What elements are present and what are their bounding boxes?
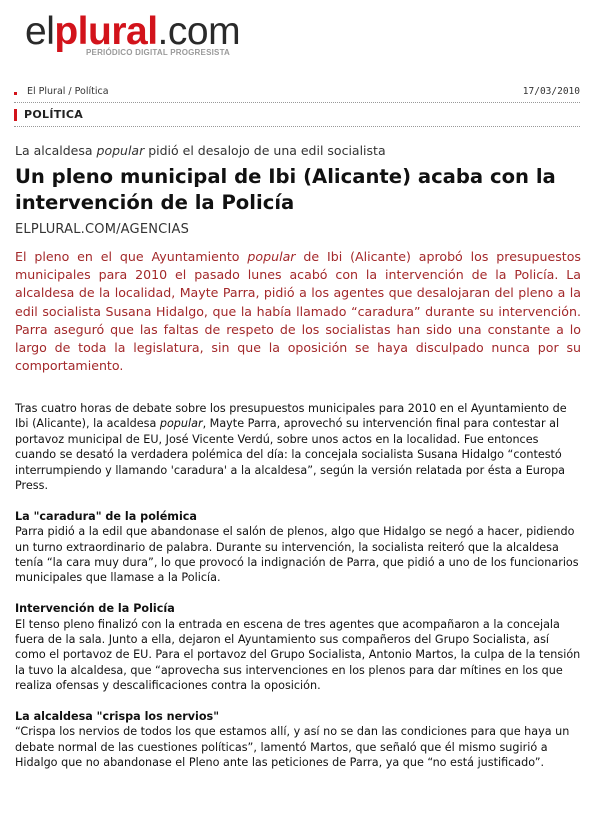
site-logo[interactable]	[25, 12, 240, 62]
p1-emphasis: popular	[159, 417, 203, 431]
kicker-emphasis: popular	[96, 143, 145, 158]
lead-before: El pleno en el que Ayuntamiento	[15, 249, 248, 264]
article-agency: ELPLURAL.COM/AGENCIAS	[15, 222, 190, 237]
logo-plural: plural	[54, 10, 158, 53]
logo-el: el	[25, 10, 55, 53]
article-lead	[15, 248, 581, 375]
p1-before: Tras cuatro horas de debate sobre los presupuestos municipales para 2010 en el Ayuntamiento de Ibi (Alicante), la acaldesa	[15, 402, 567, 431]
paragraph-4: “Crispa los nervios de todos los que estamos allí, y así no se dan las condiciones para que haya un debate normal de las cuestiones políticas”, lamentó Martos, que señaló que él mismo sugirió a Hidalgo que no abandonase el Pleno ante las peticiones de Parra, ya que “no está justificado”.	[15, 725, 570, 770]
lead-after: de Ibi (Alicante) aprobó los presupuestos municipales para 2010 el pasado lunes acabó con la intervención de la Policía. La alcaldesa de la localidad, Mayte Parra, pidió a los agentes que desalojaran del pleno a la edil socialista Susana Hidalgo, que la había llamado “caradura” durante su intervención. Parra aseguró que las faltas de respeto de los socialistas han sido una constante a lo largo de toda la legislatura, sin que la oposición se haya disculpado nunca por su comportamiento.	[15, 249, 581, 374]
article-body	[15, 401, 581, 771]
section-label: POLÍTICA	[24, 108, 84, 121]
breadcrumb-bar	[14, 86, 580, 100]
article-date: 17/03/2010	[522, 86, 580, 97]
kicker-before: La alcaldesa	[15, 143, 97, 158]
paragraph-2: Parra pidió a la edil que abandonase el salón de plenos, algo que Hidalgo se negó a hacer, pidiendo un turno extraordinario de palabra. Durante su intervención, la socialista reiteró que la alcaldesa tenía “la cara muy dura”, lo que provocó la indignación de Parra, que pidió a uno de los funcionarios municipales que llamase a la Policía.	[15, 525, 579, 585]
logo-tagline: PERIÓDICO DIGITAL PROGRESISTA	[86, 48, 231, 57]
logo-wordmark	[25, 12, 240, 52]
p1-after: , Mayte Parra, aprovechó su intervención final para contestar al portavoz municipal de EU, José Vicente Verdú, sobre unos actos en la localidad. Fue entonces cuando se desató la verdadera polémica del día: la concejala socialista Susana Hidalgo “contestó interrumpiendo y llamando 'caradura' a la alcaldesa”, según la versión relatada por ésta a Europa Press.	[15, 417, 566, 493]
paragraph-1	[15, 401, 581, 493]
divider	[14, 102, 580, 103]
subheading-caradura: La "caradura" de la polémica	[15, 509, 197, 523]
spacer	[15, 493, 581, 508]
lead-emphasis: popular	[247, 249, 296, 264]
spacer	[15, 586, 581, 601]
logo-com: .com	[157, 10, 241, 53]
bullet-icon	[14, 92, 17, 95]
breadcrumb[interactable]: El Plural / Política	[27, 86, 109, 97]
article-kicker	[15, 143, 581, 158]
spacer	[15, 694, 581, 709]
section-marker-icon	[14, 109, 17, 121]
subheading-policia: Intervención de la Policía	[15, 602, 175, 616]
article-headline: Un pleno municipal de Ibi (Alicante) acaba con la intervención de la Policía	[15, 165, 556, 214]
subheading-crispa: La alcaldesa "crispa los nervios"	[15, 710, 220, 724]
kicker-after: pidió el desalojo de una edil socialista	[144, 143, 386, 158]
paragraph-3: El tenso pleno finalizó con la entrada en escena de tres agentes que acompañaron a la concejala fuera de la sala. Junto a ella, dejaron el Ayuntamiento sus compañeros del Grupo Socialista, así como el portavoz de EU. Para el portavoz del Grupo Socialista, Antonio Martos, la culpa de la tensión la tuvo la alcaldesa, que “aprovecha sus intervenciones en los plenos para dar mítines en los que realiza ofensas y descalificaciones contra la oposición.	[15, 617, 581, 693]
divider	[14, 126, 580, 127]
